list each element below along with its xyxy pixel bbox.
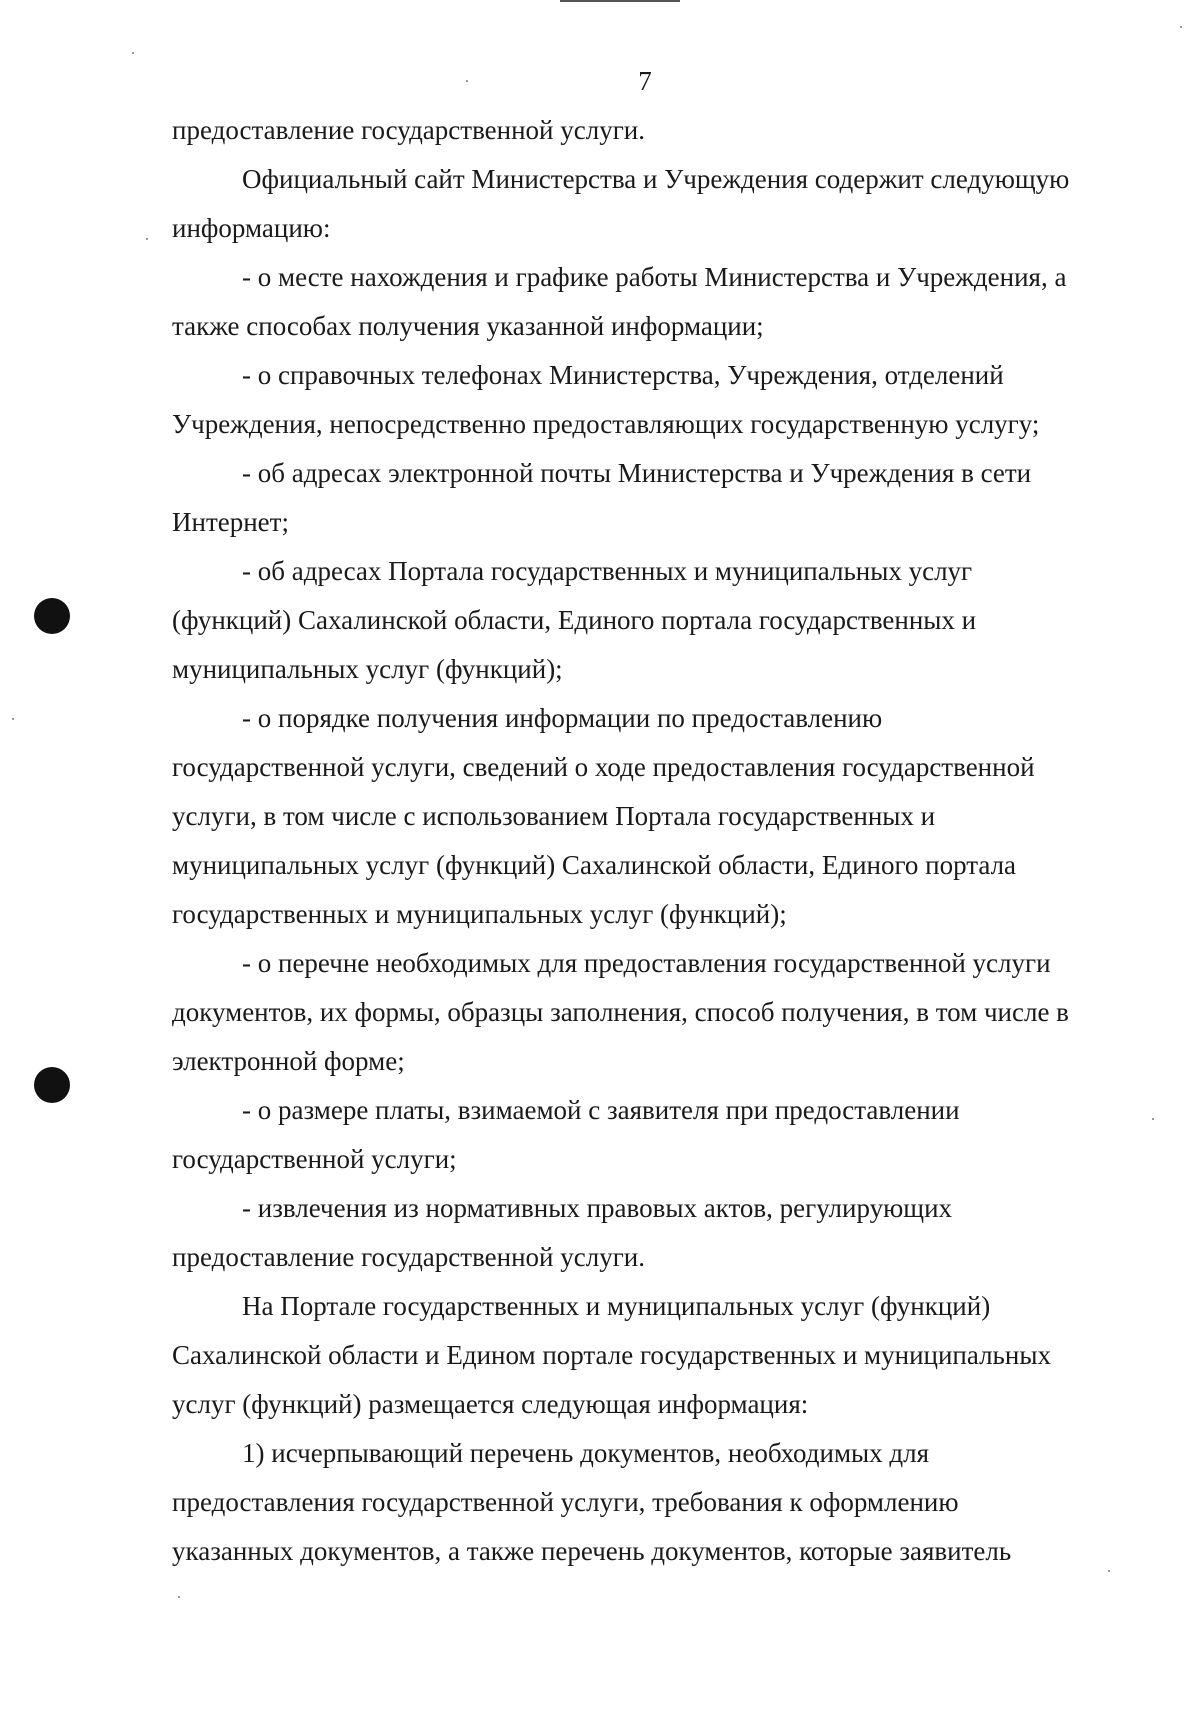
list-item-extracts: - извлечения из нормативных правовых актов, регулирующих предоставление государственной услуги. xyxy=(172,1193,953,1272)
punch-hole-upper xyxy=(34,598,70,634)
page-number: 7 xyxy=(638,66,652,96)
top-edge-rule xyxy=(560,0,680,2)
paragraph-1: предоставление государственной услуги. xyxy=(172,115,645,145)
paragraph-2: Официальный сайт Министерства и Учреждения содержит следующую информацию: xyxy=(172,164,1070,243)
list-item-portals: - об адресах Портала государственных и муниципальных услуг (функций) Сахалинской области, Единого портала государственных и муниципальных услуг (функций); xyxy=(172,556,977,684)
scan-speck xyxy=(1180,26,1182,28)
scan-speck xyxy=(178,1596,180,1598)
scan-speck xyxy=(146,238,148,240)
list-item-procedure: - о порядке получения информации по предоставлению государственной услуги, сведений о ходе предоставления государственной услуги, в том числе с использованием Портала государственных и муниципальных услуг (функций) Сахалинской области, Единого портала государственных и муниципальных услуг (функций); xyxy=(172,703,1035,929)
scan-speck xyxy=(466,80,468,82)
scan-speck xyxy=(12,718,14,720)
scan-speck xyxy=(132,52,134,54)
list-item-location: - о месте нахождения и графике работы Министерства и Учреждения, а также способах получения указанной информации; xyxy=(172,262,1067,341)
paragraph-portal-info: На Портале государственных и муниципальных услуг (функций) Сахалинской области и Едином портале государственных и муниципальных услуг (функций) размещается следующая информация: xyxy=(172,1291,1051,1419)
punch-hole-lower xyxy=(34,1067,70,1103)
list-item-fee: - о размере платы, взимаемой с заявителя при предоставлении государственной услуги; xyxy=(172,1095,960,1174)
list-item-documents: - о перечне необходимых для предоставления государственной услуги документов, их формы, образцы заполнения, способ получения, в том числе в электронной форме; xyxy=(172,948,1069,1076)
list-item-email: - об адресах электронной почты Министерства и Учреждения в сети Интернет; xyxy=(172,458,1032,537)
list-item-phones: - о справочных телефонах Министерства, Учреждения, отделений Учреждения, непосредственно предоставляющих государственную услугу; xyxy=(172,360,1040,439)
body-text xyxy=(172,106,1117,1576)
numbered-item-1: 1) исчерпывающий перечень документов, необходимых для предоставления государственной услуги, требования к оформлению указанных документов, а также перечень документов, которые заявитель xyxy=(172,1438,1012,1566)
scan-speck xyxy=(1152,1118,1154,1120)
